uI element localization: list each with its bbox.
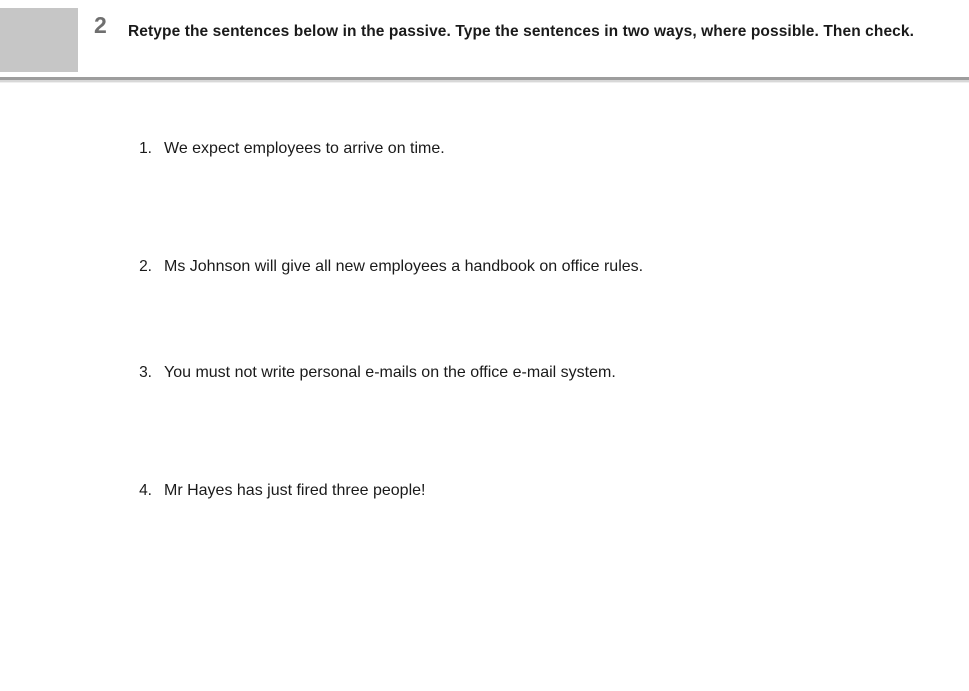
answer-input-4[interactable] [280, 513, 969, 559]
item-text: We expect employees to arrive on time. [164, 140, 445, 157]
item-number: 4. [139, 482, 152, 499]
item-text: Mr Hayes has just fired three people! [164, 482, 426, 499]
list-item [128, 364, 616, 382]
list-item [128, 258, 643, 276]
item-number: 2. [139, 258, 152, 275]
list-item [128, 140, 445, 158]
item-text: You must not write personal e-mails on the office e-mail system. [164, 364, 616, 381]
divider-line-faint [0, 82, 969, 83]
answer-input-3[interactable] [280, 395, 969, 441]
item-number: 3. [139, 364, 152, 381]
item-number: 1. [139, 140, 152, 157]
header-color-block [0, 8, 78, 72]
list-item [128, 482, 425, 500]
header-divider [0, 77, 969, 85]
exercise-header [0, 0, 969, 77]
item-text: Ms Johnson will give all new employees a handbook on office rules. [164, 258, 644, 275]
exercise-instructions: Retype the sentences below in the passive. Type the sentences in two ways, where possible. Then check. [128, 23, 915, 40]
exercise-number: 2 [94, 12, 107, 38]
answer-input-2[interactable] [280, 289, 969, 335]
answer-input-1[interactable] [280, 171, 969, 217]
